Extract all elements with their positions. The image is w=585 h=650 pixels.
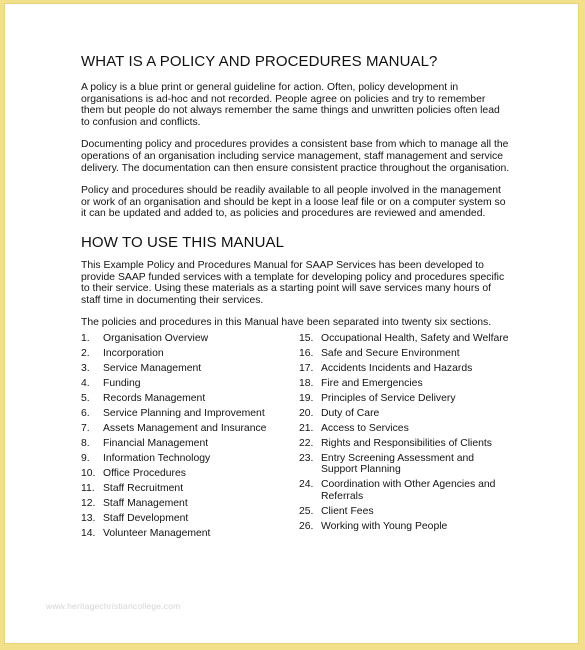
paragraph-documenting: Documenting policy and procedures provides a consistent base from which to manage all the operations of an organisation including service management, staff management and service delivery. The documentation can then ensure consistent practice throughout the organisation.: [81, 139, 510, 174]
watermark: www.heritagechristiancollege.com: [46, 601, 181, 611]
section-number: 10.: [81, 467, 96, 479]
section-number: 26.: [299, 520, 314, 532]
section-title: Entry Screening Assessment and Support Planning: [321, 452, 475, 476]
section-title: Information Technology: [103, 452, 211, 464]
section-list-item: [81, 376, 299, 391]
section-title: Service Management: [103, 362, 202, 374]
document-page: [4, 3, 579, 644]
section-heading-how-to-use: HOW TO USE THIS MANUAL: [81, 233, 285, 251]
section-list-item: [299, 519, 511, 534]
section-list-item: [81, 436, 299, 451]
section-list-item: [299, 406, 511, 421]
paragraph-example-manual: This Example Policy and Procedures Manual for SAAP Services has been developed to provide SAAP funded services with a template for developing policy and procedures specific to their service. Using these materials as a starting point will save services many hours of staff time in documenting their services.: [81, 259, 505, 306]
section-title: Coordination with Other Agencies and Referrals: [321, 479, 496, 502]
section-title: Volunteer Management: [103, 527, 211, 539]
section-list-item: [81, 406, 299, 421]
section-list-item: [81, 511, 299, 526]
section-title: Duty of Care: [321, 407, 380, 419]
section-title: Incorporation: [103, 347, 164, 359]
section-number: 23.: [299, 452, 314, 464]
section-number: 19.: [299, 392, 314, 404]
section-list-item: [81, 526, 299, 541]
section-list-item: [299, 451, 511, 478]
sections-list: [81, 331, 511, 541]
section-list-item: [299, 331, 511, 346]
section-list-item: [299, 346, 511, 361]
section-title: Records Management: [103, 392, 206, 404]
section-number: 8.: [81, 437, 90, 449]
section-title: Financial Management: [103, 437, 209, 449]
section-number: 22.: [299, 437, 314, 449]
section-title: Occupational Health, Safety and Welfare: [321, 332, 509, 344]
section-list-item: [81, 421, 299, 436]
section-number: 4.: [81, 377, 90, 389]
section-title: Assets Management and Insurance: [103, 422, 267, 434]
section-title: Rights and Responsibilities of Clients: [321, 437, 492, 449]
document-content: [81, 53, 511, 541]
section-list-item: [299, 504, 511, 519]
section-list-item: [299, 477, 511, 504]
section-list-item: [81, 331, 299, 346]
section-number: 12.: [81, 497, 96, 509]
section-list-item: [81, 361, 299, 376]
section-number: 1.: [81, 332, 90, 344]
section-number: 17.: [299, 362, 314, 374]
sections-list-right: [299, 331, 511, 541]
section-title: Staff Recruitment: [103, 482, 184, 494]
section-list-item: [299, 376, 511, 391]
section-number: 20.: [299, 407, 314, 419]
section-title: Principles of Service Delivery: [321, 392, 456, 404]
paragraph-policy-definition: A policy is a blue print or general guideline for action. Often, policy development in organisations is ad-hoc and not recorded. People agree on policies and try to remember them but people do not always remember the same things and unwritten policies often lead to confusion and conflicts.: [81, 82, 500, 128]
section-title: Working with Young People: [321, 520, 448, 532]
section-number: 21.: [299, 422, 314, 434]
section-heading-what-is: WHAT IS A POLICY AND PROCEDURES MANUAL?: [81, 53, 438, 70]
section-number: 25.: [299, 505, 314, 517]
section-title: Funding: [103, 377, 141, 389]
paragraph-availability: Policy and procedures should be readily available to all people involved in the management or work of an organisation and should be kept in a loose leaf file or on a computer system so it can be updated and added to, as policies and procedures are reviewed and amended.: [81, 185, 506, 220]
section-number: 18.: [299, 377, 314, 389]
section-title: Staff Management: [103, 497, 188, 509]
section-list-item: [81, 346, 299, 361]
section-number: 3.: [81, 362, 90, 374]
section-list-item: [81, 466, 299, 481]
paragraph-sections-intro: The policies and procedures in this Manual have been separated into twenty six sections.: [81, 317, 492, 329]
section-number: 14.: [81, 527, 96, 539]
section-list-item: [299, 391, 511, 406]
sections-list-left: [81, 331, 299, 541]
section-number: 2.: [81, 347, 90, 359]
section-number: 16.: [299, 347, 314, 359]
section-title: Staff Development: [103, 512, 189, 524]
section-number: 6.: [81, 407, 90, 419]
section-number: 13.: [81, 512, 96, 524]
section-list-item: [81, 391, 299, 406]
section-title: Accidents Incidents and Hazards: [321, 362, 473, 374]
section-title: Fire and Emergencies: [321, 377, 423, 389]
section-list-item: [81, 451, 299, 466]
section-number: 7.: [81, 422, 90, 434]
section-title: Access to Services: [321, 422, 409, 434]
section-number: 9.: [81, 452, 90, 464]
section-list-item: [81, 496, 299, 511]
section-title: Office Procedures: [103, 467, 186, 479]
section-number: 5.: [81, 392, 90, 404]
section-list-item: [299, 436, 511, 451]
section-list-item: [299, 421, 511, 436]
section-list-item: [299, 361, 511, 376]
section-title: Client Fees: [321, 505, 374, 517]
section-title: Safe and Secure Environment: [321, 347, 460, 359]
section-number: 15.: [299, 332, 314, 344]
section-list-item: [81, 481, 299, 496]
section-title: Organisation Overview: [103, 332, 209, 344]
section-number: 24.: [299, 479, 314, 491]
section-number: 11.: [81, 482, 95, 494]
section-title: Service Planning and Improvement: [103, 407, 265, 419]
